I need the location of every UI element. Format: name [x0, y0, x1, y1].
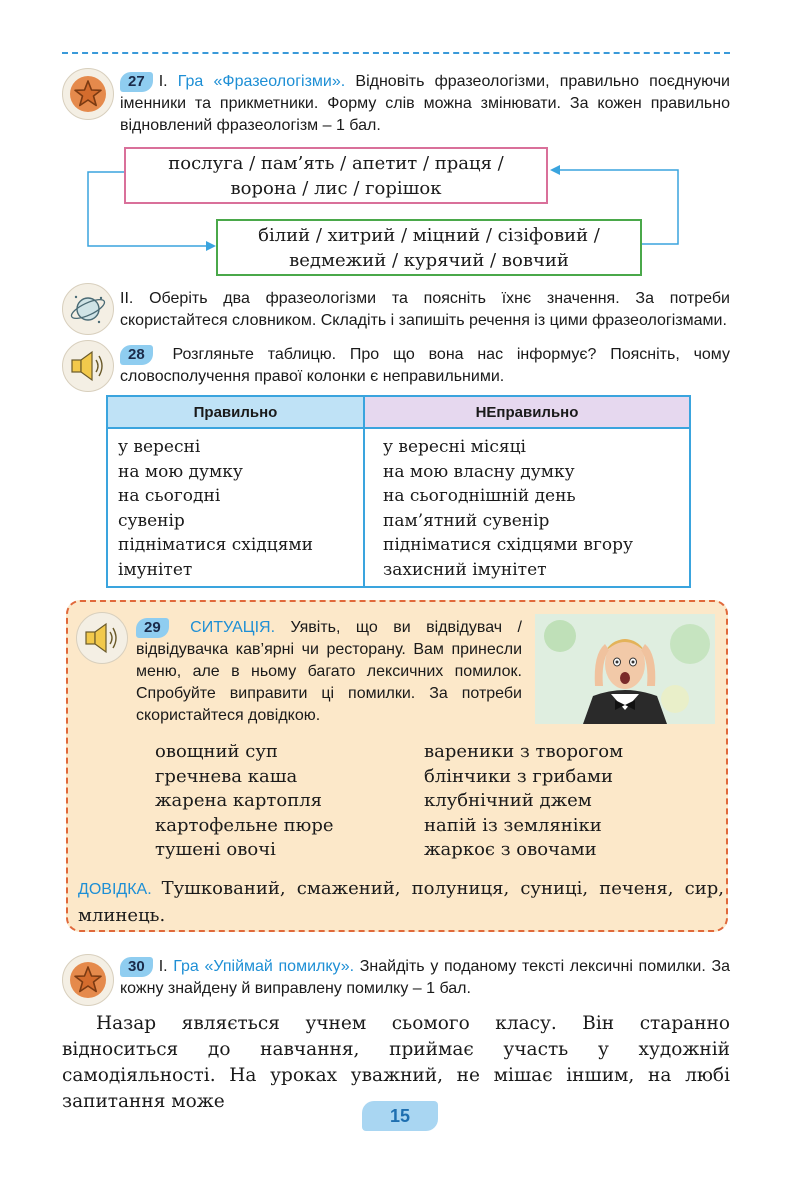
header-correct: Правильно [107, 396, 364, 428]
hint-block [78, 876, 724, 930]
top-dashed-divider [62, 52, 730, 54]
list-item: сувенір [118, 510, 185, 531]
list-item: імунітет [118, 559, 193, 580]
list-item: на мою власну думку [383, 461, 575, 482]
comparison-table [106, 395, 691, 588]
list-item: підніматися східцями вгору [383, 535, 633, 555]
wrong-column [364, 428, 690, 587]
list-item: пам’ятний сувенір [383, 510, 550, 531]
speaker-icon-circle [76, 612, 128, 664]
menu-item: блінчики з грибами [424, 765, 613, 787]
hint-text: Тушкований, смажений, полуниця, суниці, печеня, сир, млинець. [78, 878, 724, 926]
task-27-instructions: 27 І. Гра «Фразеологізми». Відновіть фразеологізми, правильно поєднуючи іменники та прикметники. Форму слів можна змінювати. За кожен правильно відновлений фразеологізм – 1 бал. [120, 73, 730, 134]
game-title: Гра «Фразеологізми». [177, 73, 346, 90]
star-icon [69, 961, 107, 999]
situation-label: СИТУАЦІЯ. [190, 619, 276, 636]
speaker-icon-circle [62, 340, 114, 392]
task-28-instructions: 28 Розгляньте таблицю. Про що вона нас інформує? Поясніть, чому словосполучення правої колонки є неправильними. [120, 346, 730, 385]
game-title: Гра «Упіймай помилку». [173, 958, 355, 975]
menu-item: вареники з творогом [424, 741, 624, 762]
task-27-part2: ІІ. Оберіть два фразеологізми та поясніть їхнє значення. За потреби скористайтеся словником. Складіть і запишіть речення із цими фразеологізмами. [120, 290, 730, 329]
header-wrong: НЕправильно [364, 396, 690, 428]
speaker-icon [68, 348, 108, 384]
error-passage: Назар являється учнем сьомого класу. Він старанно відноситься до навчання, приймає участь у художній самодіяльності. На уроках уважний, не мішає іншим, на любі запитання може [62, 1013, 730, 1112]
task-30-instructions: 30 І. Гра «Упіймай помилку». Знайдіть у поданому тексті лексичні помилки. За кожну знайдену й виправлену помилку – 1 бал. [120, 958, 731, 997]
task-number-badge: 27 [120, 72, 153, 92]
task-number-badge: 28 [120, 345, 153, 365]
menu-item: картофельне пюре [155, 814, 334, 836]
adjectives-box: білий / хитрий / міцний / сізіфовий / ведмежий / курячий / вовчий [216, 219, 642, 276]
menu-item: жарена картопля [155, 790, 323, 811]
speaker-icon [82, 620, 122, 656]
planet-icon [68, 289, 108, 329]
list-item: на сьогодні [118, 486, 221, 506]
correct-column [107, 428, 364, 587]
list-item: підніматися східцями [118, 535, 313, 555]
menu-item: напій із земляніки [424, 814, 602, 836]
menu-item: клубнічний джем [424, 790, 592, 811]
menu-right-column [424, 740, 714, 863]
menu-item: овощний суп [155, 741, 278, 762]
menu-item: тушені овочі [155, 839, 276, 860]
star-game-icon [62, 68, 114, 120]
page-number: 15 [362, 1101, 438, 1131]
nouns-box: послуга / пам’ять / апетит / праця / ворона / лис / горішок [124, 147, 548, 204]
star-icon [69, 75, 107, 113]
task-number-badge: 29 [136, 618, 169, 638]
list-item: у вересні місяці [383, 437, 526, 457]
task-number-badge: 30 [120, 957, 153, 977]
menu-item: жаркоє з овочами [424, 839, 597, 860]
list-item: у вересні [118, 437, 201, 457]
dictionary-icon [62, 283, 114, 335]
list-item: захисний імунітет [383, 559, 547, 580]
task-29-instructions: 29 СИТУАЦІЯ. Уявіть, що ви відвідувач / відвідувачка кав’ярні чи ресторану. Вам принесли меню, але в ньому багато лексичних помилок. Спробуйте виправити ці помилки. За потреби скористайтеся довідкою. [136, 619, 523, 724]
hint-label: ДОВІДКА. [78, 881, 152, 898]
list-item: на сьогоднішній день [383, 486, 576, 506]
menu-item: гречнева каша [155, 765, 298, 787]
surprised-waiter-illustration [535, 614, 715, 724]
star-game-icon [62, 954, 114, 1006]
menu-left-column [155, 740, 405, 863]
list-item: на мою думку [118, 461, 243, 482]
